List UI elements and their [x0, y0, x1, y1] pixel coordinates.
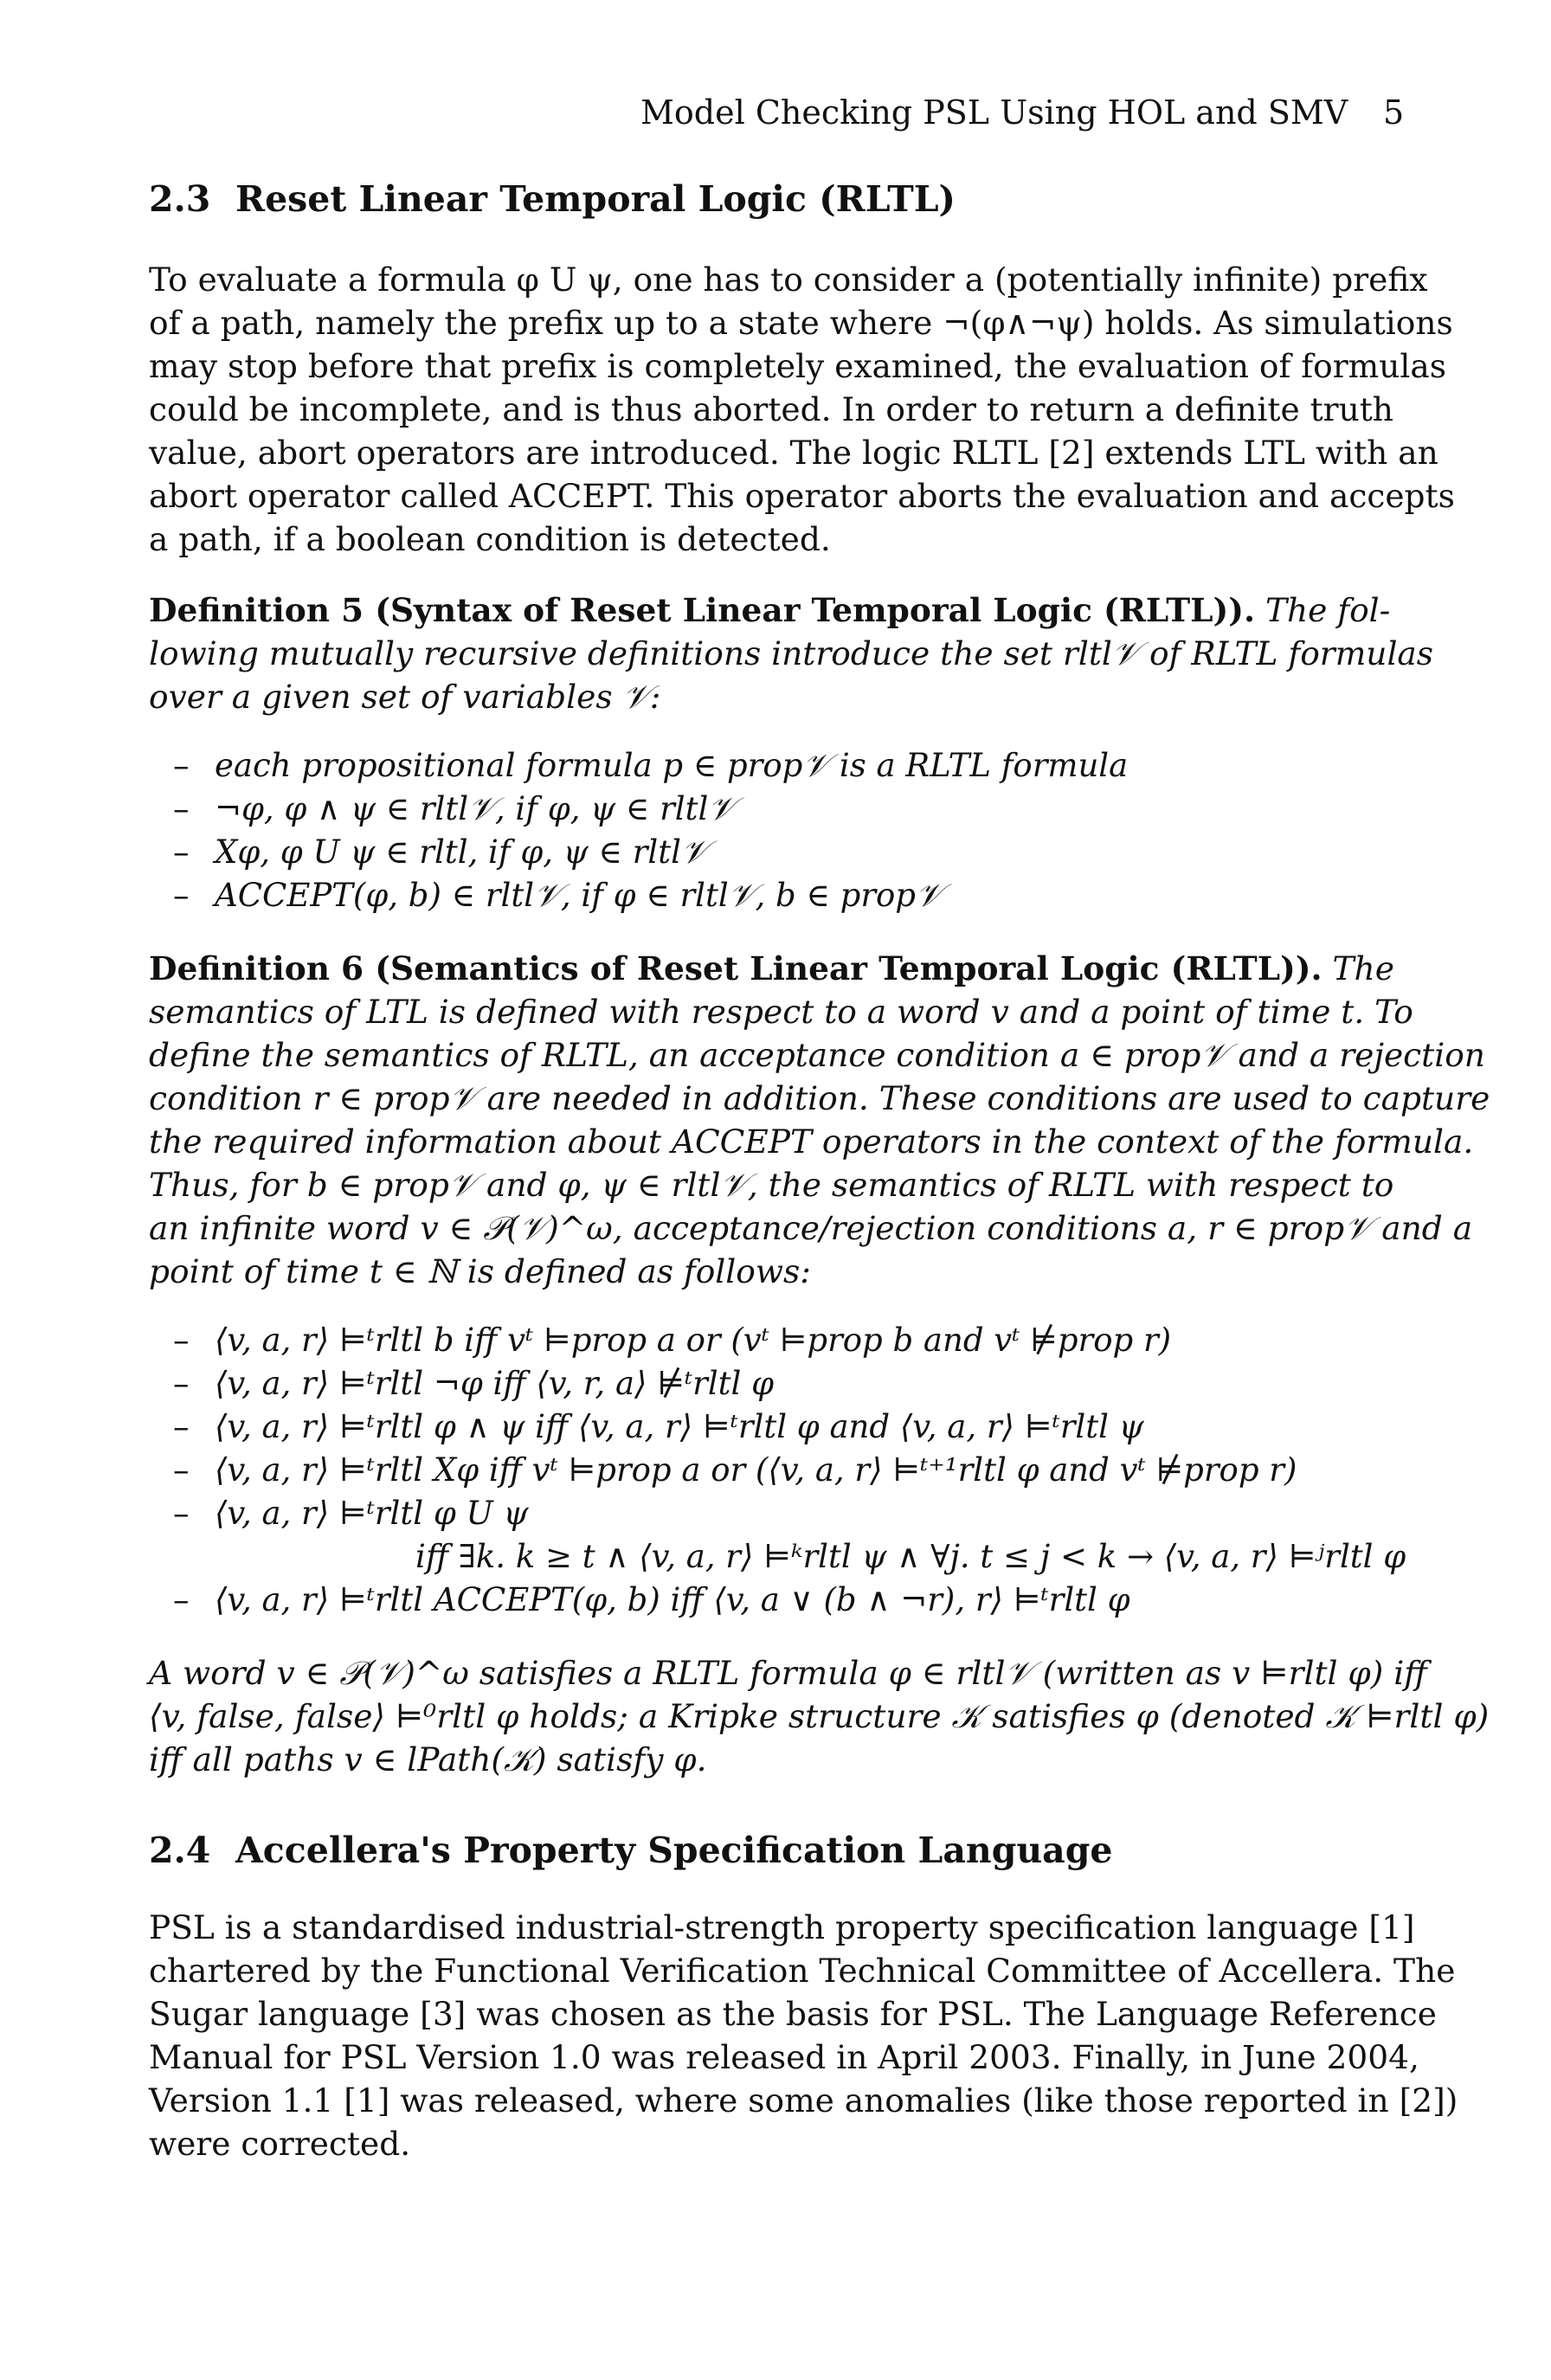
text-line: Thus, for b ∈ prop𝒱 and φ, ψ ∈ rltl𝒱, the semantics of RLTL with respect to [149, 1166, 1394, 1204]
list-item-text: ⟨v, a, r⟩ ⊨ᵗrltl φ U ψ [215, 1495, 529, 1532]
definition-6-heading: Definition 6 (Semantics of Reset Linear Temporal Logic (RLTL)). [149, 949, 1323, 987]
definition-6 [149, 947, 1490, 1293]
list-item: – ⟨v, a, r⟩ ⊨ᵗrltl Xφ iff vᵗ ⊨prop a or (⟨v, a, r⟩ ⊨ᵗ⁺¹rltl φ and vᵗ ⊭prop r) [173, 1451, 1297, 1489]
list-item: – each propositional formula p ∈ prop𝒱 is a RLTL formula [173, 747, 1129, 784]
syntax-rules-list [173, 744, 1128, 917]
section-number: 2.3 [149, 178, 211, 220]
list-item: – ⟨v, a, r⟩ ⊨ᵗrltl ¬φ iff ⟨v, r, a⟩ ⊭ᵗrltl φ [173, 1365, 775, 1402]
list-item: – ⟨v, a, r⟩ ⊨ᵗrltl φ ∧ ψ iff ⟨v, a, r⟩ ⊨ᵗrltl φ and ⟨v, a, r⟩ ⊨ᵗrltl ψ [173, 1408, 1144, 1445]
text-line: semantics of LTL is defined with respect to a word v and a point of time t. To [149, 993, 1413, 1031]
list-item-text: iff ∃k. k ≥ t ∧ ⟨v, a, r⟩ ⊨ᵏrltl ψ ∧ ∀j. t ≤ j < k → ⟨v, a, r⟩ ⊨ʲrltl φ [415, 1538, 1406, 1575]
section-2-3-paragraph [149, 258, 1455, 561]
text-line: chartered by the Functional Verification Technical Committee of Accellera. The [149, 1952, 1456, 1990]
running-title: Model Checking PSL Using HOL and SMV [640, 93, 1348, 132]
text-line: ⟨v, false, false⟩ ⊨⁰rltl φ holds; a Kripke structure 𝒦 satisfies φ (denoted 𝒦 ⊨rltl φ) [149, 1697, 1490, 1735]
text-line: of a path, namely the prefix up to a state where ¬(φ∧¬ψ) holds. As simulations [149, 304, 1453, 342]
text-line: Manual for PSL Version 1.0 was released in April 2003. Finally, in June 2004, [149, 2038, 1419, 2076]
text-line: PSL is a standardised industrial-strength property specification language [1] [149, 1908, 1415, 1946]
text-line: condition r ∈ prop𝒱 are needed in addition. These conditions are used to capture [149, 1079, 1490, 1117]
text-line: were corrected. [149, 2125, 411, 2163]
section-number: 2.4 [149, 1830, 211, 1871]
text-line: The fol- [1265, 591, 1391, 629]
text-line: define the semantics of RLTL, an acceptance condition a ∈ prop𝒱 and a rejection [149, 1036, 1485, 1074]
text-line: To evaluate a formula φ U ψ, one has to consider a (potentially infinite) prefix [149, 261, 1428, 299]
list-item-text: Xφ, φ U ψ ∈ rltl, if φ, ψ ∈ rltl𝒱 [215, 833, 708, 871]
list-item-text: ⟨v, a, r⟩ ⊨ᵗrltl Xφ iff vᵗ ⊨prop a or (⟨v, a, r⟩ ⊨ᵗ⁺¹rltl φ and vᵗ ⊭prop r) [215, 1451, 1297, 1489]
list-item-text: ⟨v, a, r⟩ ⊨ᵗrltl ACCEPT(φ, b) iff ⟨v, a ∨ (b ∧ ¬r), r⟩ ⊨ᵗrltl φ [215, 1581, 1130, 1618]
text-line: Version 1.1 [1] was released, where some anomalies (like those reported in [2]) [149, 2081, 1458, 2119]
list-item-text: ⟨v, a, r⟩ ⊨ᵗrltl b iff vᵗ ⊨prop a or (vᵗ ⊨prop b and vᵗ ⊭prop r) [215, 1322, 1172, 1359]
definition-5-heading: Definition 5 (Syntax of Reset Linear Temporal Logic (RLTL)). [149, 591, 1256, 629]
text-line: The [1332, 949, 1394, 987]
text-line: value, abort operators are introduced. The logic RLTL [2] extends LTL with an [149, 434, 1438, 472]
list-item-text: ACCEPT(φ, b) ∈ rltl𝒱, if φ ∈ rltl𝒱, b ∈ prop𝒱 [215, 877, 943, 914]
list-item-text: each propositional formula p ∈ prop𝒱 is a RLTL formula [215, 747, 1129, 784]
definition-5 [149, 589, 1434, 718]
text-line: lowing mutually recursive definitions introduce the set rltl𝒱 of RLTL formulas [149, 634, 1434, 672]
text-line: iff all paths v ∈ lPath(𝒦) satisfy φ. [149, 1740, 707, 1779]
text-line: abort operator called ACCEPT. This operator aborts the evaluation and accepts [149, 477, 1455, 515]
section-title: Reset Linear Temporal Logic (RLTL) [235, 178, 956, 220]
list-item-text: ⟨v, a, r⟩ ⊨ᵗrltl ¬φ iff ⟨v, r, a⟩ ⊭ᵗrltl φ [215, 1365, 775, 1402]
text-line: A word v ∈ 𝒫(𝒱)^ω satisfies a RLTL formula φ ∈ rltl𝒱 (written as v ⊨rltl φ) iff [149, 1654, 1427, 1692]
list-item: – ⟨v, a, r⟩ ⊨ᵗrltl ACCEPT(φ, b) iff ⟨v, a ∨ (b ∧ ¬r), r⟩ ⊨ᵗrltl φ [173, 1581, 1130, 1618]
page-number: 5 [1383, 93, 1405, 132]
text-line: Sugar language [3] was chosen as the basis for PSL. The Language Reference [149, 1995, 1437, 2033]
list-item: – ACCEPT(φ, b) ∈ rltl𝒱, if φ ∈ rltl𝒱, b ∈ prop𝒱 [173, 877, 943, 914]
text-line: an infinite word v ∈ 𝒫(𝒱)^ω, acceptance/rejection conditions a, r ∈ prop𝒱 and a [149, 1209, 1473, 1247]
list-item: – ¬φ, φ ∧ ψ ∈ rltl𝒱, if φ, ψ ∈ rltl𝒱 [173, 790, 736, 827]
list-item: – ⟨v, a, r⟩ ⊨ᵗrltl b iff vᵗ ⊨prop a or (vᵗ ⊨prop b and vᵗ ⊭prop r) [173, 1322, 1172, 1359]
list-item-continuation [173, 1535, 1406, 1579]
text-line: the required information about ACCEPT operators in the context of the formula. [149, 1122, 1474, 1161]
definition-6-closing [149, 1651, 1490, 1781]
section-heading-2-3 [149, 178, 956, 220]
text-line: may stop before that prefix is completely examined, the evaluation of formulas [149, 347, 1446, 385]
text-line: could be incomplete, and is thus aborted. In order to return a definite truth [149, 390, 1393, 428]
section-title: Accellera's Property Specification Language [235, 1830, 1113, 1871]
list-item: – ⟨v, a, r⟩ ⊨ᵗrltl φ U ψ [173, 1495, 529, 1532]
list-item-text: ¬φ, φ ∧ ψ ∈ rltl𝒱, if φ, ψ ∈ rltl𝒱 [215, 790, 736, 827]
section-2-4-paragraph [149, 1906, 1458, 2165]
section-heading-2-4 [149, 1830, 1113, 1871]
list-item: – Xφ, φ U ψ ∈ rltl, if φ, ψ ∈ rltl𝒱 [173, 833, 708, 871]
semantics-rules-list [173, 1319, 1406, 1622]
text-line: point of time t ∈ ℕ is defined as follows: [149, 1252, 811, 1290]
text-line: a path, if a boolean condition is detected. [149, 520, 831, 558]
text-line: over a given set of variables 𝒱: [149, 678, 661, 716]
list-item-text: ⟨v, a, r⟩ ⊨ᵗrltl φ ∧ ψ iff ⟨v, a, r⟩ ⊨ᵗrltl φ and ⟨v, a, r⟩ ⊨ᵗrltl ψ [215, 1408, 1144, 1445]
